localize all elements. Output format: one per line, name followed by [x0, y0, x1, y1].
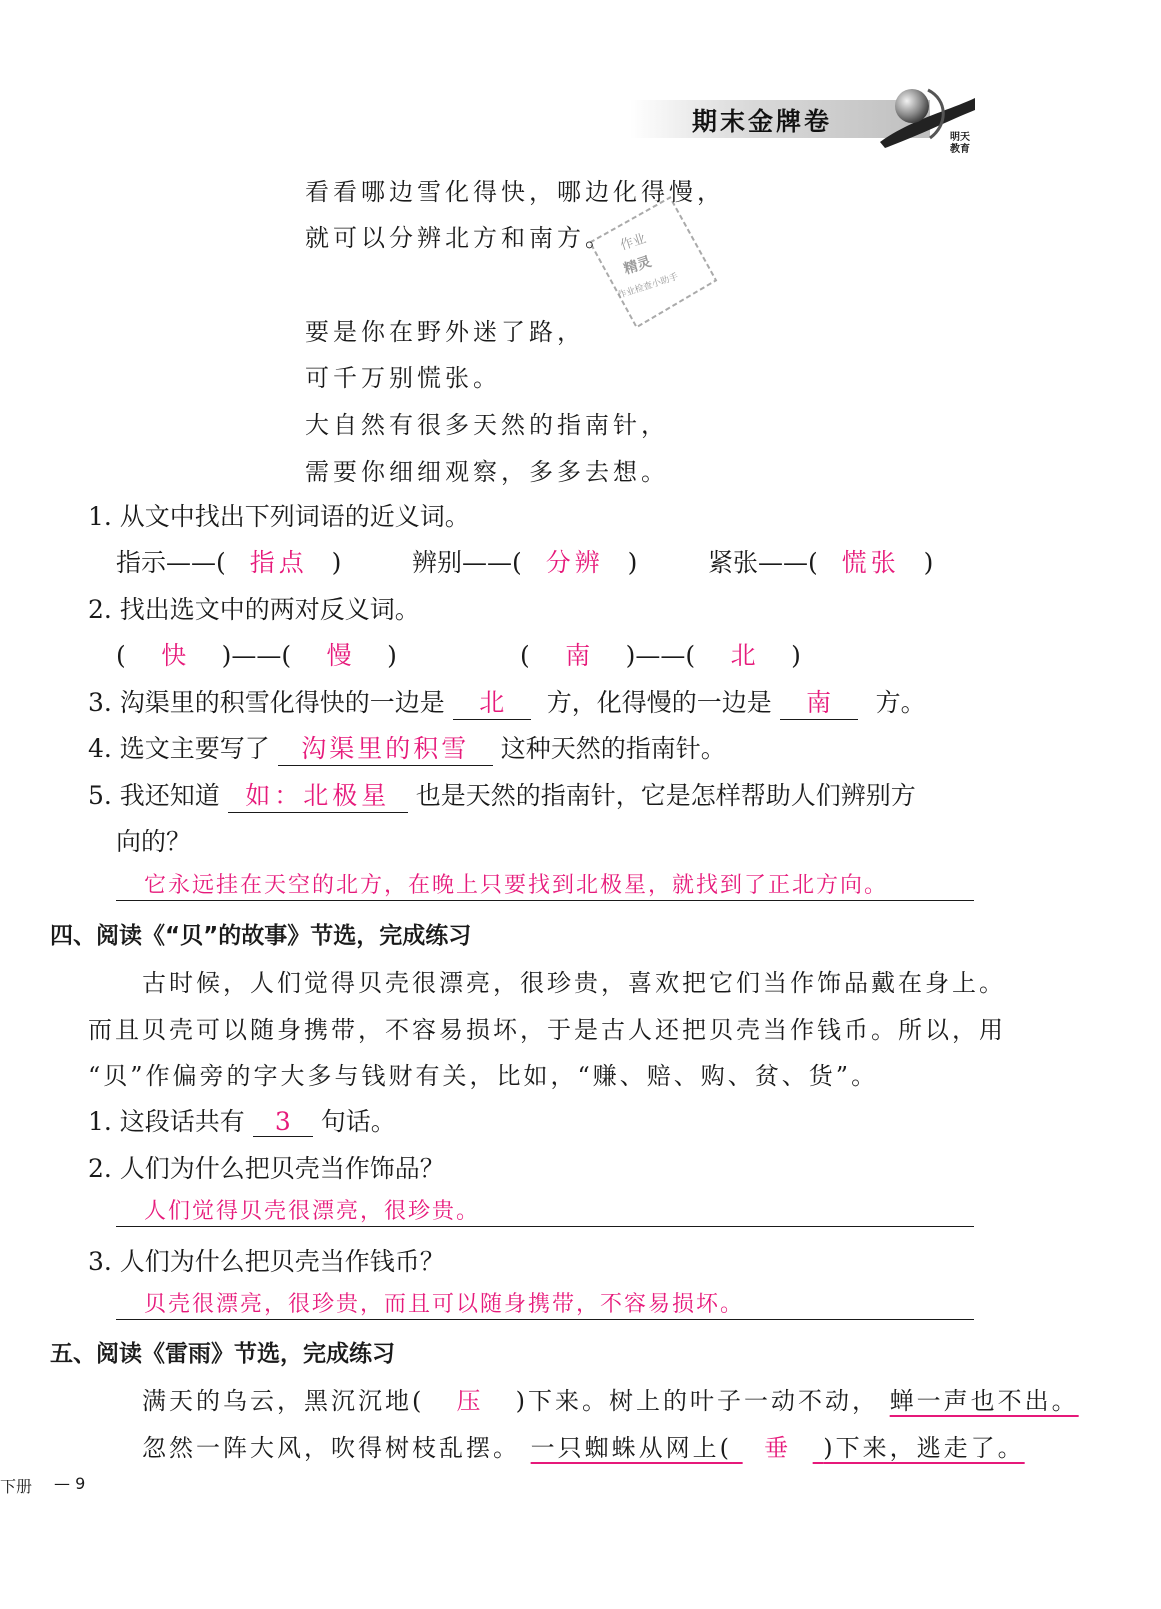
question-2-prompt: 2. 找出选文中的两对反义词。: [88, 595, 420, 624]
antonym-b: 北: [730, 641, 756, 670]
section-4-question-3: 3. 人们为什么把贝壳当作钱币？: [88, 1247, 445, 1276]
poem-line: 大自然有很多天然的指南针，: [305, 411, 669, 439]
synonym-word: 指示——(: [116, 548, 226, 577]
antonym-b: 慢: [326, 641, 352, 670]
paragraph-text: 忽然一阵大风，吹得树枝乱摆。: [142, 1434, 520, 1462]
paren-close: ): [331, 548, 342, 577]
question-1-prompt: 1. 从文中找出下列词语的近义词。: [88, 502, 470, 531]
question-5-text: 5. 我还知道: [88, 781, 220, 810]
underlined-sentence: [531, 1434, 1025, 1462]
question-text: 1. 这段话共有: [88, 1107, 245, 1136]
answer-blank: 如：北极星: [228, 776, 408, 813]
paragraph-text: )下来。树上的叶子一动不动，: [515, 1387, 880, 1415]
answer-blank: 北: [453, 683, 531, 720]
answer-line: [116, 868, 974, 901]
underlined-sentence: 蝉一声也不出。: [889, 1387, 1079, 1415]
question-5-text: 向的？: [116, 827, 192, 856]
paragraph-text: 满天的乌云，黑沉沉地(: [142, 1387, 425, 1415]
underlined-sentence-part: )下来，逃走了。: [823, 1434, 1025, 1462]
question-4: [88, 729, 726, 766]
section-4-question-1: [88, 1102, 396, 1138]
synonym-pair: [412, 543, 637, 579]
question-3-text: 方。: [875, 688, 926, 717]
question-text: 句话。: [320, 1107, 396, 1136]
paren-open: (: [116, 641, 126, 670]
answer-text: 贝壳很漂亮，很珍贵，而且可以随身携带，不容易损坏。: [144, 1292, 745, 1317]
antonym-pair: [116, 636, 397, 672]
publisher-line1: 明天: [950, 132, 970, 143]
stamp-text-3: 作业检查小助手: [616, 272, 680, 302]
poem-line: 看看哪边雪化得快，哪边化得慢，: [305, 178, 725, 206]
fill-answer: 垂: [764, 1434, 792, 1462]
antonym-a: 南: [565, 641, 591, 670]
paragraph-line: “贝”作偏旁的字大多与钱财有关，比如，“赚、赔、购、贫、货”。: [88, 1062, 879, 1090]
poem-line: 就可以分辨北方和南方。: [305, 224, 613, 252]
answer-line: [116, 1194, 974, 1227]
synonym-pair: [116, 543, 341, 579]
poem-line: 要是你在野外迷了路，: [305, 318, 585, 346]
question-4-text: 4. 选文主要写了: [88, 734, 270, 763]
synonym-answer: 分辨: [545, 548, 604, 577]
section-4-question-2: 2. 人们为什么把贝壳当作饰品？: [88, 1154, 445, 1183]
brand-title: 期末金牌卷: [692, 107, 833, 136]
section-5-line-2: [142, 1428, 1025, 1463]
paragraph-line: 而且贝壳可以随身携带，不容易损坏，于是古人还把贝壳当作钱币。所以，用: [88, 1016, 1006, 1044]
paragraph-line: 古时候，人们觉得贝壳很漂亮，很珍贵，喜欢把它们当作饰品戴在身上。: [142, 969, 1006, 997]
synonym-pair: [708, 543, 933, 579]
synonym-word: 辨别——(: [412, 548, 522, 577]
question-4-text: 这种天然的指南针。: [500, 734, 726, 763]
poem-line: 可千万别慌张。: [305, 364, 501, 392]
stamp-text-1: 作业: [618, 231, 648, 254]
paren-close: ): [923, 548, 934, 577]
question-3-text: 3. 沟渠里的积雪化得快的一边是: [88, 688, 445, 717]
poem-line: 需要你细细观察，多多去想。: [305, 458, 669, 486]
synonym-word: 紧张——(: [708, 548, 818, 577]
page-number: — 9: [54, 1474, 86, 1493]
answer-text: 人们觉得贝壳很漂亮，很珍贵。: [144, 1199, 481, 1224]
paren-close: ): [627, 548, 638, 577]
antonym-dash: )——(: [625, 641, 696, 670]
synonym-answer: 指点: [249, 548, 308, 577]
answer-blank: 南: [780, 683, 858, 720]
question-5-text: 也是天然的指南针，它是怎样帮助人们辨别方: [415, 781, 916, 810]
antonym-pair: [520, 636, 801, 672]
section-4-title: 四、阅读《“贝”的故事》节选，完成练习: [50, 923, 472, 949]
underlined-sentence-part: 一只蜘蛛从网上(: [530, 1434, 733, 1462]
answer-line: [116, 1287, 974, 1320]
paren-open: (: [520, 641, 530, 670]
synonym-answer: 慌张: [841, 548, 900, 577]
answer-blank: 3: [253, 1107, 313, 1137]
question-3-text: 方，化得慢的一边是: [546, 688, 772, 717]
footer-volume: 下册: [0, 1477, 33, 1496]
paren-close: ): [791, 641, 801, 670]
stamp-text-2: 精灵: [621, 253, 654, 278]
header-banner: [630, 80, 980, 155]
fill-answer: 压: [456, 1387, 484, 1415]
question-3: [88, 683, 926, 720]
paren-close: ): [387, 641, 397, 670]
answer-text: 它永远挂在天空的北方，在晚上只要找到北极星，就找到了正北方向。: [144, 873, 889, 898]
question-5: [88, 776, 916, 813]
antonym-dash: )——(: [221, 641, 292, 670]
antonym-a: 快: [161, 641, 187, 670]
section-5-title: 五、阅读《雷雨》节选，完成练习: [50, 1341, 395, 1367]
answer-blank: 沟渠里的积雪: [278, 729, 493, 766]
section-5-line-1: [142, 1381, 1079, 1416]
publisher-line2: 教育: [950, 144, 970, 155]
